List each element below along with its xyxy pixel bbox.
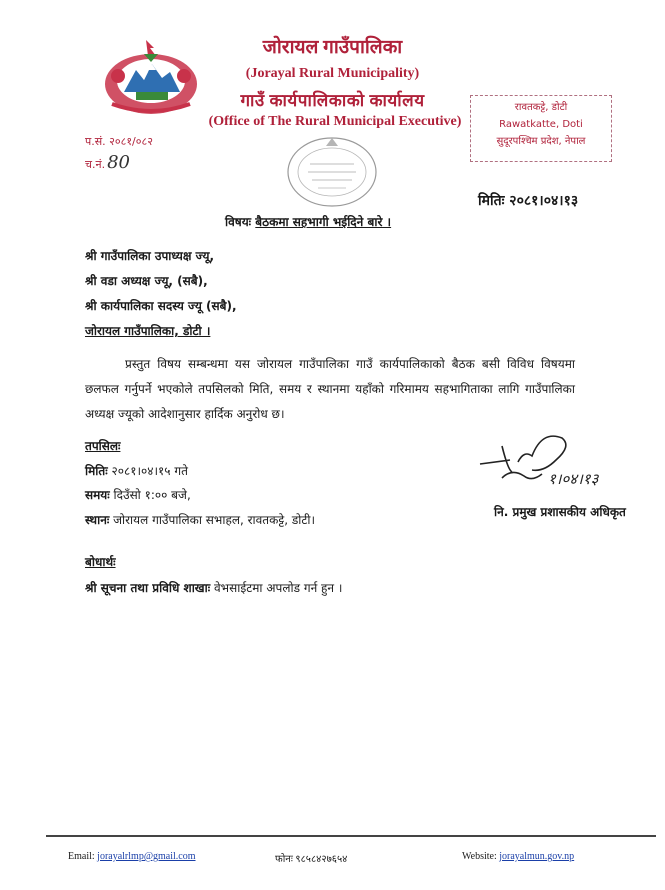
cc-heading: बोधार्थः [85,555,116,569]
office-name-nepali: गाउँ कार्यपालिकाको कार्यालय [240,91,425,110]
cc-instruction: वेभसाईटमा अपलोड गर्न हुन । [213,581,343,595]
detail-time [85,486,191,503]
website-link[interactable]: jorayalmun.gov.np [499,851,575,862]
address-box [470,95,612,162]
dispatch-label: च.नं. [85,158,106,171]
municipality-name-nepali: जोरायल गाउँपालिका [262,37,403,58]
subject-line [225,213,391,230]
dispatch-number [85,152,130,173]
detail-value: दिउँसो १:०० बजे, [113,488,191,502]
detail-value: जोरायल गाउँपालिका सभाहल, रावतकट्टे, डोटी। [113,513,316,527]
cc-recipient: श्री सूचना तथा प्रविधि शाखाः [85,581,211,595]
signer-title: नि. प्रमुख प्रशासकीय अधिकृत [494,505,626,519]
website-label: Website: [462,851,497,862]
address-line: रावतकट्टे, डोटी [514,102,568,113]
footer-email [68,851,196,862]
footer-divider [46,835,656,837]
handwritten-signature-icon [472,420,622,500]
letter-date: मितिः २०८१।०४।१३ [478,193,579,209]
detail-date [85,462,188,479]
email-link[interactable]: jorayalrlmp@gmail.com [97,851,196,862]
office-name-english: (Office of The Rural Municipal Executive) [208,114,462,129]
email-label: Email: [68,851,95,862]
detail-value: २०८१।०४।१५ गते [111,464,188,478]
letter-body: प्रस्तुत विषय सम्बन्धमा यस जोरायल गाउँपालिका गाउँ कार्यपालिकाको बैठक बसी विविध विषयमा छलफल गर्नुपर्ने भएकोले तपसिलको मिति, समय र स्थानमा यहाँको गरिमामय सहभागिताका लागि गाउँपालिका अध्यक्ष ज्यूको आदेशानुसार हार्दिक अनुरोध छ। [85,357,575,421]
footer-phone: फोनः ९८५८४२७६५४ [275,854,348,865]
addressee-line: श्री कार्यपालिका सदस्य ज्यू (सबै), [85,299,237,313]
address-line: Rawatkatte, Doti [499,119,583,130]
subject-text: बैठकमा सहभागी भईदिने बारे । [255,215,392,229]
addressee-line: श्री गाउँपालिका उपाध्यक्ष ज्यू, [85,249,215,263]
letter-reference-number: प.सं. २०८१/०८२ [85,135,153,148]
signature-date: १।०४।१३ [548,470,599,488]
footer-website [462,851,574,862]
addressee-line: श्री वडा अध्यक्ष ज्यू, (सबै), [85,274,208,288]
addressee-line: जोरायल गाउँपालिका, डोटी । [85,324,211,338]
subject-label: विषयः [225,215,252,229]
detail-label: समयः [85,488,110,502]
dispatch-number-value: 80 [107,152,130,173]
municipality-name-english: (Jorayal Rural Municipality) [245,66,420,81]
detail-label: मितिः [85,464,108,478]
cc-item [85,579,342,596]
address-line: सुदूरपश्चिम प्रदेश, नेपाल [496,136,586,147]
detail-label: स्थानः [85,513,110,527]
detail-venue [85,511,315,528]
details-heading: तपसिलः [85,439,121,453]
office-stamp-icon [282,132,382,212]
